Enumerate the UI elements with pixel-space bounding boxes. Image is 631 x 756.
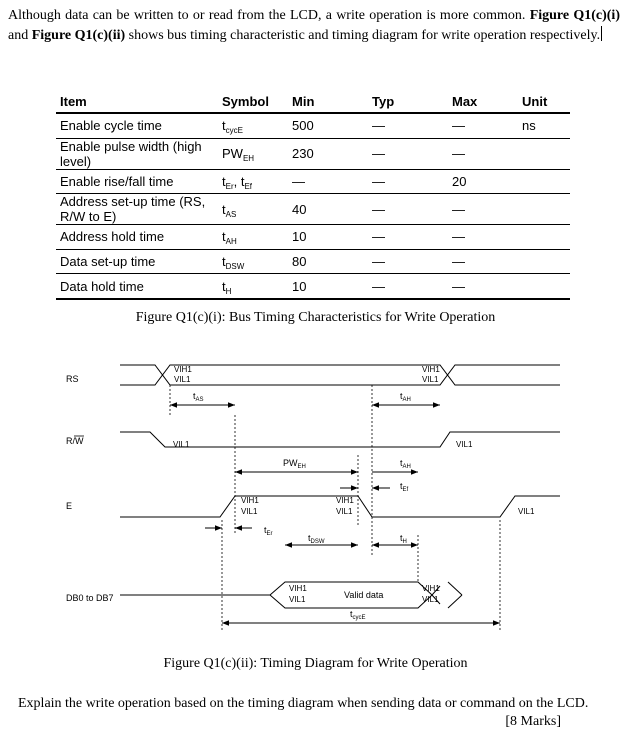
question-marks: [8 Marks]	[505, 714, 561, 729]
cell-max: —	[440, 274, 518, 299]
figure-caption-2: Figure Q1(c)(ii): Timing Diagram for Write Operation	[163, 656, 468, 671]
cell-max: —	[440, 249, 518, 274]
label-valid-data: Valid data	[344, 590, 384, 600]
symbol-subscript: Er	[225, 181, 234, 191]
cell-unit	[518, 169, 570, 194]
signal-label-rw: R/W	[66, 436, 84, 446]
cell-min: 40	[288, 194, 360, 225]
table-header-row	[56, 90, 570, 113]
cell-unit	[518, 225, 570, 250]
symbol-subscript: AS	[225, 209, 237, 219]
cell-item: Address set-up time (RS, R/W to E)	[56, 194, 218, 225]
signal-label-rs: RS	[66, 374, 79, 384]
symbol-text: PW	[222, 146, 243, 162]
rs-vil-1: VIL1	[174, 375, 191, 384]
label-t-cyce: $t_{cycE}$	[350, 609, 366, 621]
intro-text-3: shows bus timing characteristic and timing diagram for write operation respectively.	[125, 28, 601, 43]
label-t-er: $t_{Er}$	[264, 525, 273, 537]
figure-ref-2: Figure Q1(c)(ii)	[31, 28, 126, 43]
cell-symbol	[218, 138, 288, 169]
rs-vil-2: VIL1	[422, 375, 439, 384]
cell-min: 10	[288, 225, 360, 250]
header-typ: Typ	[360, 90, 440, 113]
symbol-text-b: , t	[233, 173, 245, 189]
cell-min: 80	[288, 249, 360, 274]
db-waveform-c	[448, 582, 462, 595]
e-vil-3: VIL1	[518, 507, 535, 516]
label-t-ef: $t_{Ef}$	[400, 481, 409, 493]
label-t-ah: $t_{AH}$	[400, 391, 411, 403]
intro-text-1: Although data can be written to or read from the LCD, a write operation is more common.	[8, 8, 530, 23]
rw-vil-2: VIL1	[456, 440, 473, 449]
e-vil-2: VIL1	[336, 507, 353, 516]
label-t-h: $t_H$	[400, 533, 407, 545]
timing-guides	[170, 385, 500, 630]
e-vih-2: VIH1	[336, 496, 354, 505]
cell-item: Enable rise/fall time	[56, 169, 218, 194]
label-t-dsw: $t_{DSW}$	[308, 533, 325, 545]
db-vil-1: VIL1	[289, 595, 306, 604]
cell-unit	[518, 274, 570, 299]
question-text: Explain the write operation based on the timing diagram when sending data or command on the LCD.	[18, 696, 589, 711]
text-cursor	[601, 26, 602, 41]
cell-unit: ns	[518, 113, 570, 138]
cell-symbol	[218, 194, 288, 225]
symbol-text: t	[222, 278, 226, 294]
symbol-subscript: EH	[242, 154, 255, 164]
rw-vil-1: VIL1	[173, 440, 190, 449]
cell-max: —	[440, 113, 518, 138]
table-row	[56, 113, 570, 138]
header-unit: Unit	[518, 90, 570, 113]
e-vih-1: VIH1	[241, 496, 259, 505]
cell-typ: —	[360, 225, 440, 250]
symbol-subscript-b: Ef	[244, 181, 253, 191]
cell-max: —	[440, 225, 518, 250]
label-t-ah-e: $t_{AH}$	[400, 458, 411, 470]
symbol-text: t	[222, 254, 226, 270]
symbol-subscript: H	[225, 286, 232, 296]
cell-unit	[518, 138, 570, 169]
table-row	[56, 274, 570, 299]
signal-label-e: E	[66, 501, 73, 511]
table-row	[56, 249, 570, 274]
symbol-text: t	[222, 201, 226, 217]
cell-typ: —	[360, 194, 440, 225]
db-vih-2: VIH1	[422, 584, 440, 593]
cell-unit	[518, 194, 570, 225]
table-row	[56, 225, 570, 250]
symbol-subscript: AH	[225, 237, 237, 247]
cell-typ: —	[360, 249, 440, 274]
cell-unit	[518, 249, 570, 274]
cell-symbol	[218, 249, 288, 274]
cell-min: 500	[288, 113, 360, 138]
cell-symbol	[218, 113, 288, 138]
cell-item: Enable cycle time	[56, 113, 218, 138]
intro-paragraph	[8, 6, 620, 46]
label-t-as: $t_{AS}$	[193, 391, 204, 403]
db-waveform-b	[120, 586, 440, 608]
cell-max: 20	[440, 169, 518, 194]
write-timing-diagram	[0, 355, 631, 645]
header-max: Max	[440, 90, 518, 113]
cell-typ: —	[360, 138, 440, 169]
cell-symbol	[218, 169, 288, 194]
cell-typ: —	[360, 113, 440, 138]
header-symbol: Symbol	[218, 90, 288, 113]
symbol-text: t	[222, 229, 226, 245]
db-vih-1: VIH1	[289, 584, 307, 593]
cell-symbol	[218, 274, 288, 299]
table-row	[56, 169, 570, 194]
symbol-subscript: DSW	[225, 262, 245, 272]
cell-max: —	[440, 138, 518, 169]
table-row	[56, 194, 570, 225]
cell-typ: —	[360, 274, 440, 299]
e-vil-1: VIL1	[241, 507, 258, 516]
bus-timing-table	[56, 90, 570, 300]
cell-min: —	[288, 169, 360, 194]
table-row	[56, 138, 570, 169]
figure-caption-1: Figure Q1(c)(i): Bus Timing Characteristics for Write Operation	[135, 310, 496, 325]
cell-max: —	[440, 194, 518, 225]
header-min: Min	[288, 90, 360, 113]
cell-min: 10	[288, 274, 360, 299]
label-pw-eh: $PW_{EH}$	[283, 458, 306, 470]
cell-symbol	[218, 225, 288, 250]
cell-item: Data hold time	[56, 274, 218, 299]
cell-item: Enable pulse width (high level)	[56, 138, 218, 169]
intro-text-2: and	[8, 28, 32, 43]
cell-item: Address hold time	[56, 225, 218, 250]
figure-ref-1: Figure Q1(c)(i)	[529, 8, 620, 23]
symbol-subscript: cycE	[225, 126, 243, 136]
cell-item: Data set-up time	[56, 249, 218, 274]
signal-label-db: DB0 to DB7	[66, 593, 114, 603]
db-waveform-a	[120, 582, 440, 604]
header-item: Item	[56, 90, 218, 113]
db-vil-2: VIL1	[422, 595, 439, 604]
rs-vih-1: VIH1	[174, 365, 192, 374]
rs-vih-2: VIH1	[422, 365, 440, 374]
cell-typ: —	[360, 169, 440, 194]
cell-min: 230	[288, 138, 360, 169]
symbol-text: t	[222, 118, 226, 134]
symbol-text: t	[222, 173, 226, 189]
db-waveform-d	[448, 595, 462, 608]
